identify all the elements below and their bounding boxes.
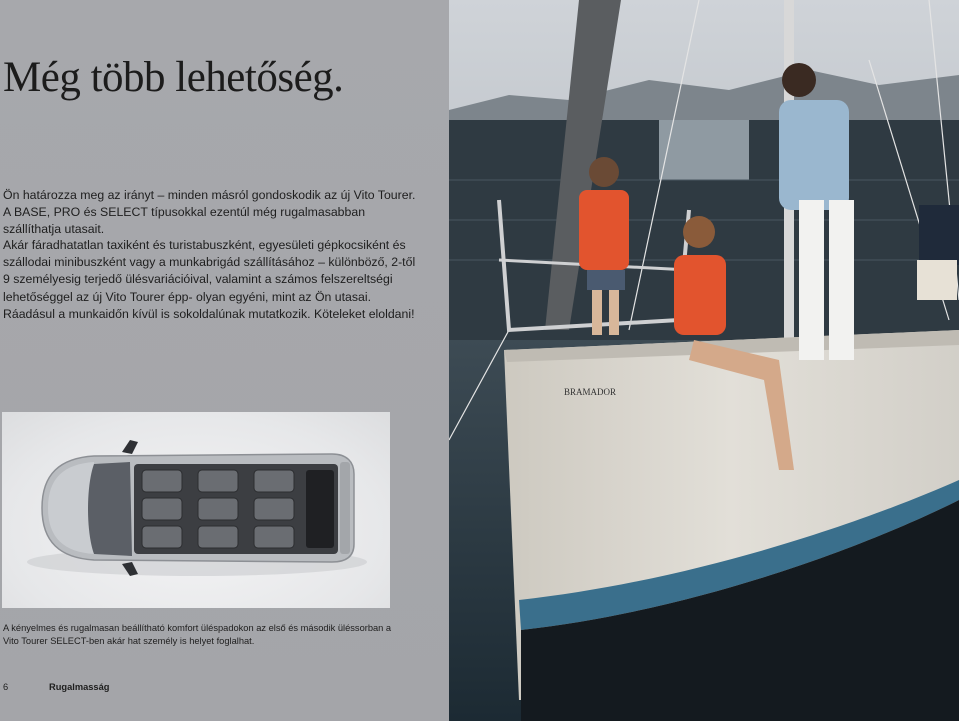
intro-paragraph: Ön határozza meg az irányt – minden másról gondoskodik az új Vito Tourer. A BASE, PRO és SELECT típusokkal ezentúl még rugalmasabban szállíthatja utasait. bbox=[3, 188, 416, 237]
boat-name: BRAMADOR bbox=[564, 387, 617, 397]
page-number: 6 bbox=[3, 682, 9, 692]
car-caption: A kényelmes és rugalmasan beállítható komfort üléspadokon az első és második üléssorban a Vito Tourer SELECT-ben akár hat személy is helyet foglalhat. bbox=[3, 623, 392, 647]
car-top-view-photo bbox=[2, 412, 390, 608]
text-panel bbox=[0, 0, 449, 721]
sailboat-photo bbox=[449, 0, 959, 721]
section-label: Rugalmasság bbox=[49, 682, 110, 692]
page-headline: Még több lehetőség. bbox=[3, 54, 344, 101]
body-paragraph: Akár fáradhatatlan taxiként és turistabuszként, egyesületi gépkocsiként és szállodai minibuszként vagy a munkabrigád szállításához – különböző, 2-től 9 személyesig terjedő ülésvariációival, valamint a számos felszereltségi lehetőséggel az új Vito Tourer épp- olyan egyéni, mint az Ön utasai. Ráadásul a munkaidőn kívül is sokoldalúnak mutatkozik. Köteleket eloldani! bbox=[3, 238, 416, 321]
